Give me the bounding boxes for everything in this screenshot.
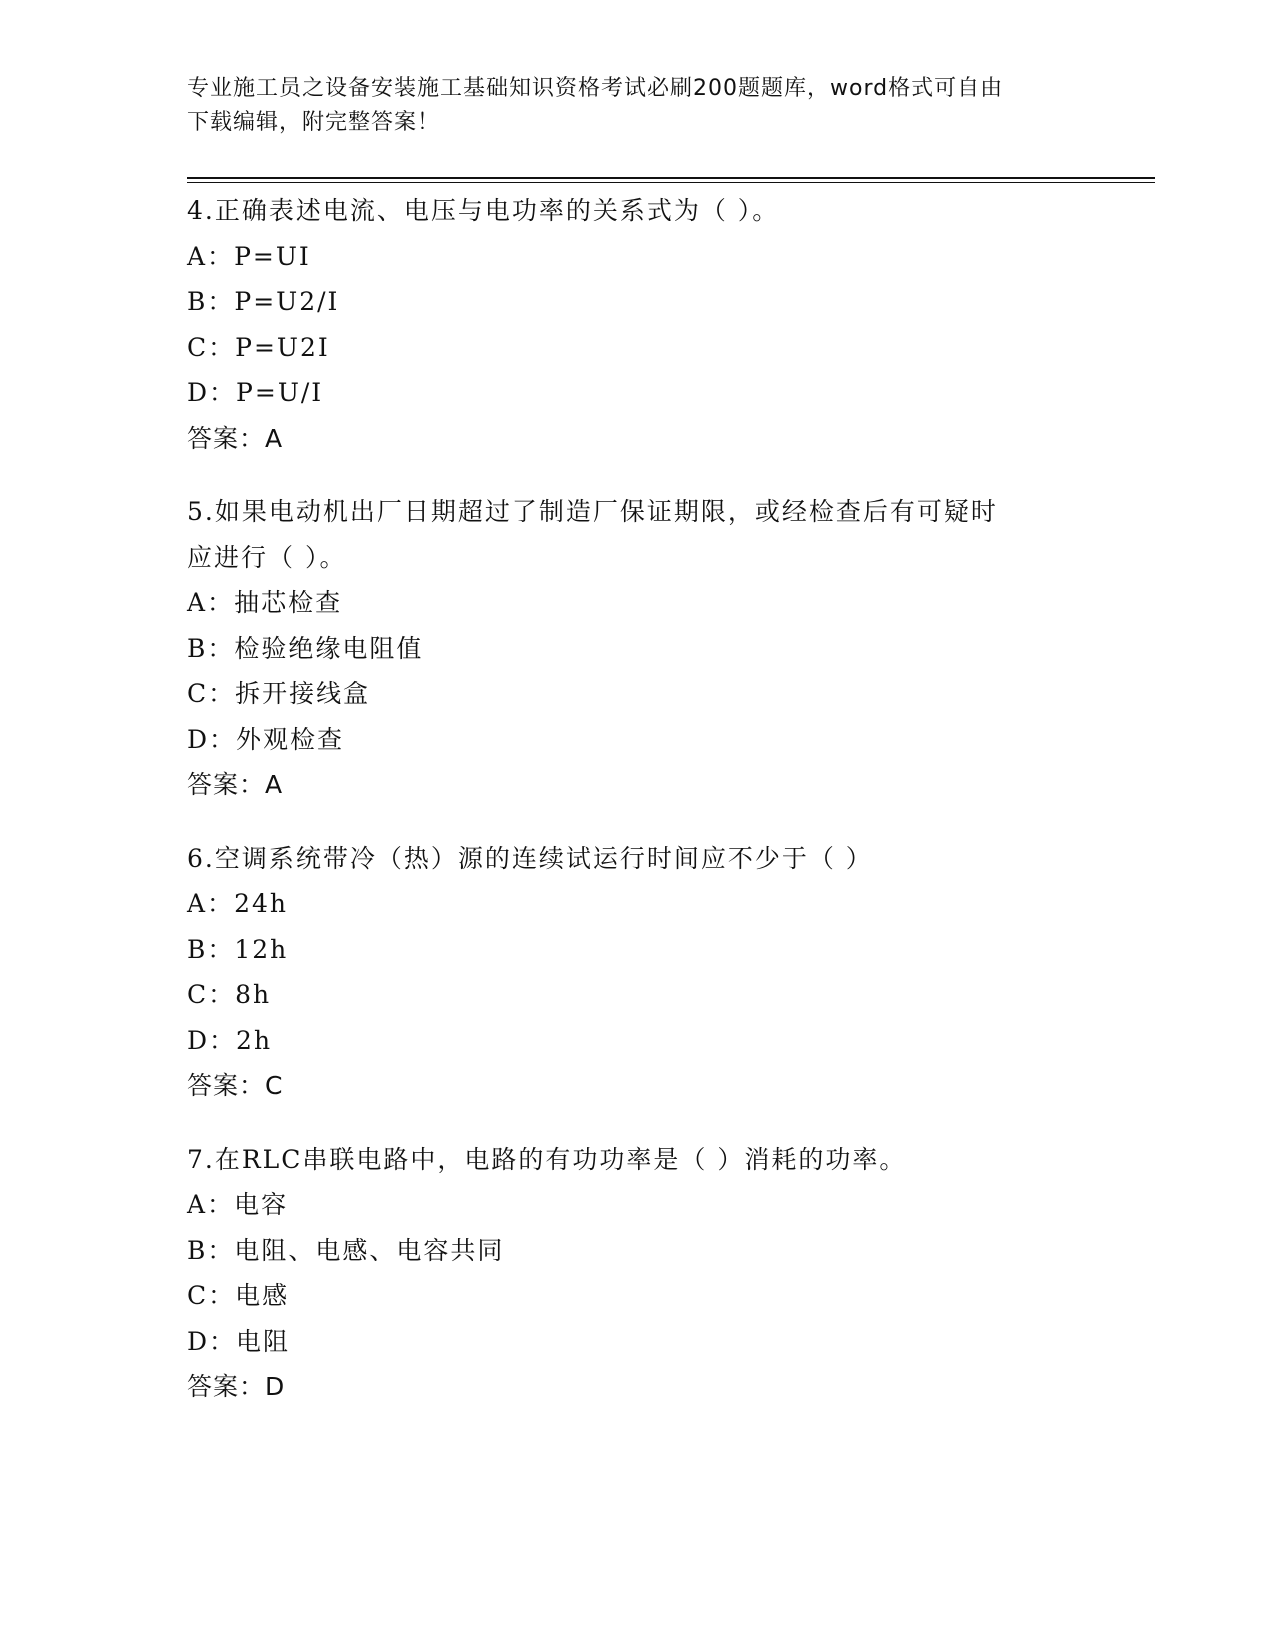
document-header — [187, 72, 1067, 140]
question-stem-line-2: 应进行（ ）。 — [187, 542, 347, 572]
answer-line: 答案：C — [187, 1071, 284, 1100]
answer-line: 答案：D — [187, 1372, 286, 1401]
option-b: B：检验绝缘电阻值 — [187, 633, 424, 663]
option-c: C：电感 — [187, 1281, 290, 1310]
answer-line: 答案：A — [187, 770, 284, 799]
option-d: D：2h — [187, 1025, 273, 1055]
header-line-2: 下载编辑，附完整答案！ — [187, 110, 441, 135]
option-d: D：外观检查 — [187, 724, 345, 754]
option-b: B：P=U2/I — [187, 287, 340, 316]
question-4 — [187, 188, 1087, 461]
option-c: C：8h — [187, 980, 272, 1009]
question-stem-line-1: 5.如果电动机出厂日期超过了制造厂保证期限，或经检查后有可疑时 — [187, 497, 998, 526]
option-c: C：拆开接线盒 — [187, 679, 371, 708]
option-b: B：12h — [187, 934, 289, 964]
option-a: A：P=UI — [187, 241, 311, 271]
question-6 — [187, 836, 1087, 1109]
header-line-1: 专业施工员之设备安装施工基础知识资格考试必刷200题题库，word格式可自由 — [187, 76, 1004, 101]
header-divider — [187, 177, 1155, 183]
question-5 — [187, 489, 1087, 808]
option-b: B：电阻、电感、电容共同 — [187, 1235, 505, 1265]
option-d: D：P=U/I — [187, 378, 324, 407]
option-a: A：电容 — [187, 1190, 289, 1219]
option-a: A：抽芯检查 — [187, 588, 343, 617]
answer-line: 答案：A — [187, 423, 284, 453]
question-7 — [187, 1137, 1087, 1410]
question-stem: 6.空调系统带冷（热）源的连续试运行时间应不少于（ ） — [187, 843, 873, 873]
option-c: C：P=U2I — [187, 332, 330, 362]
option-d: D：电阻 — [187, 1326, 291, 1356]
option-a: A：24h — [187, 889, 288, 918]
question-stem: 4.正确表述电流、电压与电功率的关系式为（ ）。 — [187, 196, 780, 225]
question-list — [187, 188, 1087, 1438]
question-stem: 7.在RLC串联电路中，电路的有功功率是（ ）消耗的功率。 — [187, 1144, 907, 1174]
